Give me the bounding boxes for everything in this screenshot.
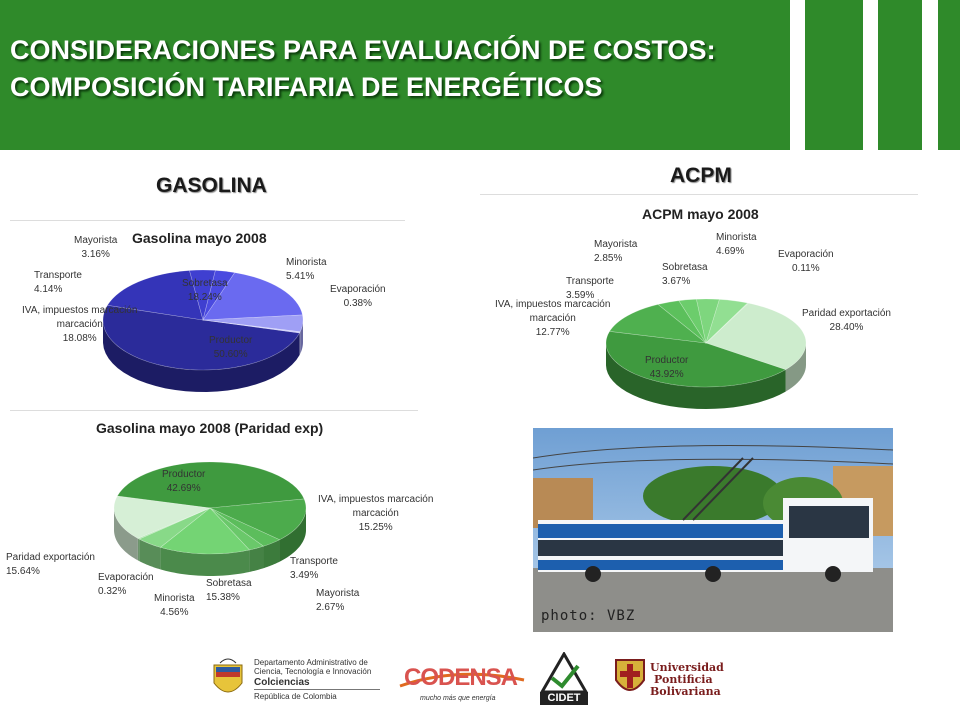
title-banner <box>0 0 790 150</box>
upb-shield-icon <box>612 656 648 700</box>
slice-label: Paridad exportación 15.64% <box>6 552 95 577</box>
photo-credit: photo: VBZ <box>541 608 636 624</box>
slice-label: Mayorista 2.85% <box>594 239 638 264</box>
upb-line1: Universidad <box>650 661 724 674</box>
cidet-logo <box>540 652 588 706</box>
slice-label: IVA, impuestos marcación marcación 18.08% <box>22 305 138 344</box>
colciencias-rule <box>254 689 380 690</box>
slice-label: Evaporación 0.38% <box>330 284 386 309</box>
section-divider <box>10 410 418 411</box>
slice-label: IVA, impuestos marcación marcación 15.25% <box>318 494 434 533</box>
section-title-acpm: ACPM <box>670 164 732 187</box>
trolleybus-image <box>533 428 893 632</box>
chart-title: Gasolina mayo 2008 <box>132 230 267 246</box>
chart-acpm <box>480 198 920 408</box>
decor-stripe <box>938 0 960 150</box>
slice-label: Minorista 5.41% <box>286 257 327 282</box>
slice-label: Evaporación 0.32% <box>98 572 154 597</box>
slice-label: Mayorista 3.16% <box>74 235 118 260</box>
slice-label: Minorista 4.69% <box>716 232 757 257</box>
colciencias-line1: Departamento Administrativo de <box>254 658 368 667</box>
codensa-logo <box>398 660 526 704</box>
pie-slice-side <box>249 546 263 572</box>
slice-label: IVA, impuestos marcación marcación 12.77% <box>495 299 611 338</box>
slice-label: Sobretasa 15.38% <box>206 578 252 603</box>
section-divider <box>480 194 918 195</box>
slice-label: Productor 43.92% <box>645 355 689 380</box>
upb-logo <box>612 656 724 702</box>
colciencias-name: Colciencias <box>254 677 310 688</box>
chart-gasolina-paridad <box>0 412 434 632</box>
decor-stripe <box>878 0 922 150</box>
slice-label: Paridad exportación 28.40% <box>802 308 891 333</box>
trolleybus-photo <box>533 428 893 632</box>
pie-slice-side <box>300 332 301 355</box>
chart-gasolina <box>0 222 420 402</box>
chart-title: ACPM mayo 2008 <box>642 206 759 222</box>
cidet-name: CIDET <box>540 692 588 705</box>
colciencias-line2: Ciencia, Tecnología e Innovación <box>254 667 372 676</box>
chart-title: Gasolina mayo 2008 (Paridad exp) <box>96 420 324 436</box>
slice-label: Transporte 4.14% <box>34 270 82 295</box>
cidet-check-icon <box>540 652 588 694</box>
colciencias-logo <box>210 655 385 703</box>
slice-label: Mayorista 2.67% <box>316 588 360 613</box>
slice-label: Sobretasa 3.67% <box>662 262 708 287</box>
slice-label: Transporte 3.49% <box>290 556 338 581</box>
slice-label: Minorista 4.56% <box>154 593 195 618</box>
codensa-name: CODENSA <box>404 664 518 691</box>
pie-slice-side <box>138 538 139 561</box>
slide-title: CONSIDERACIONES PARA EVALUACIÓN DE COSTOS: COMPOSICIÓN TARIFARIA DE ENERGÉTICOS <box>10 35 716 102</box>
slice-label: Sobretasa 18.24% <box>182 278 228 303</box>
upb-line2: Pontificia <box>654 673 713 686</box>
section-divider <box>10 220 405 221</box>
slice-label: Evaporación 0.11% <box>778 249 834 274</box>
colombia-coat-of-arms-icon <box>210 657 246 701</box>
codensa-tagline: mucho más que energía <box>420 695 496 702</box>
section-title-gasolina: GASOLINA <box>156 174 267 197</box>
slice-label: Productor 50.60% <box>209 335 253 360</box>
slice-label: Transporte 3.59% <box>566 276 614 301</box>
decor-stripe <box>805 0 863 150</box>
colciencias-country: República de Colombia <box>254 692 337 701</box>
upb-line3: Bolivariana <box>650 685 721 698</box>
slice-label: Productor 42.69% <box>162 469 206 494</box>
